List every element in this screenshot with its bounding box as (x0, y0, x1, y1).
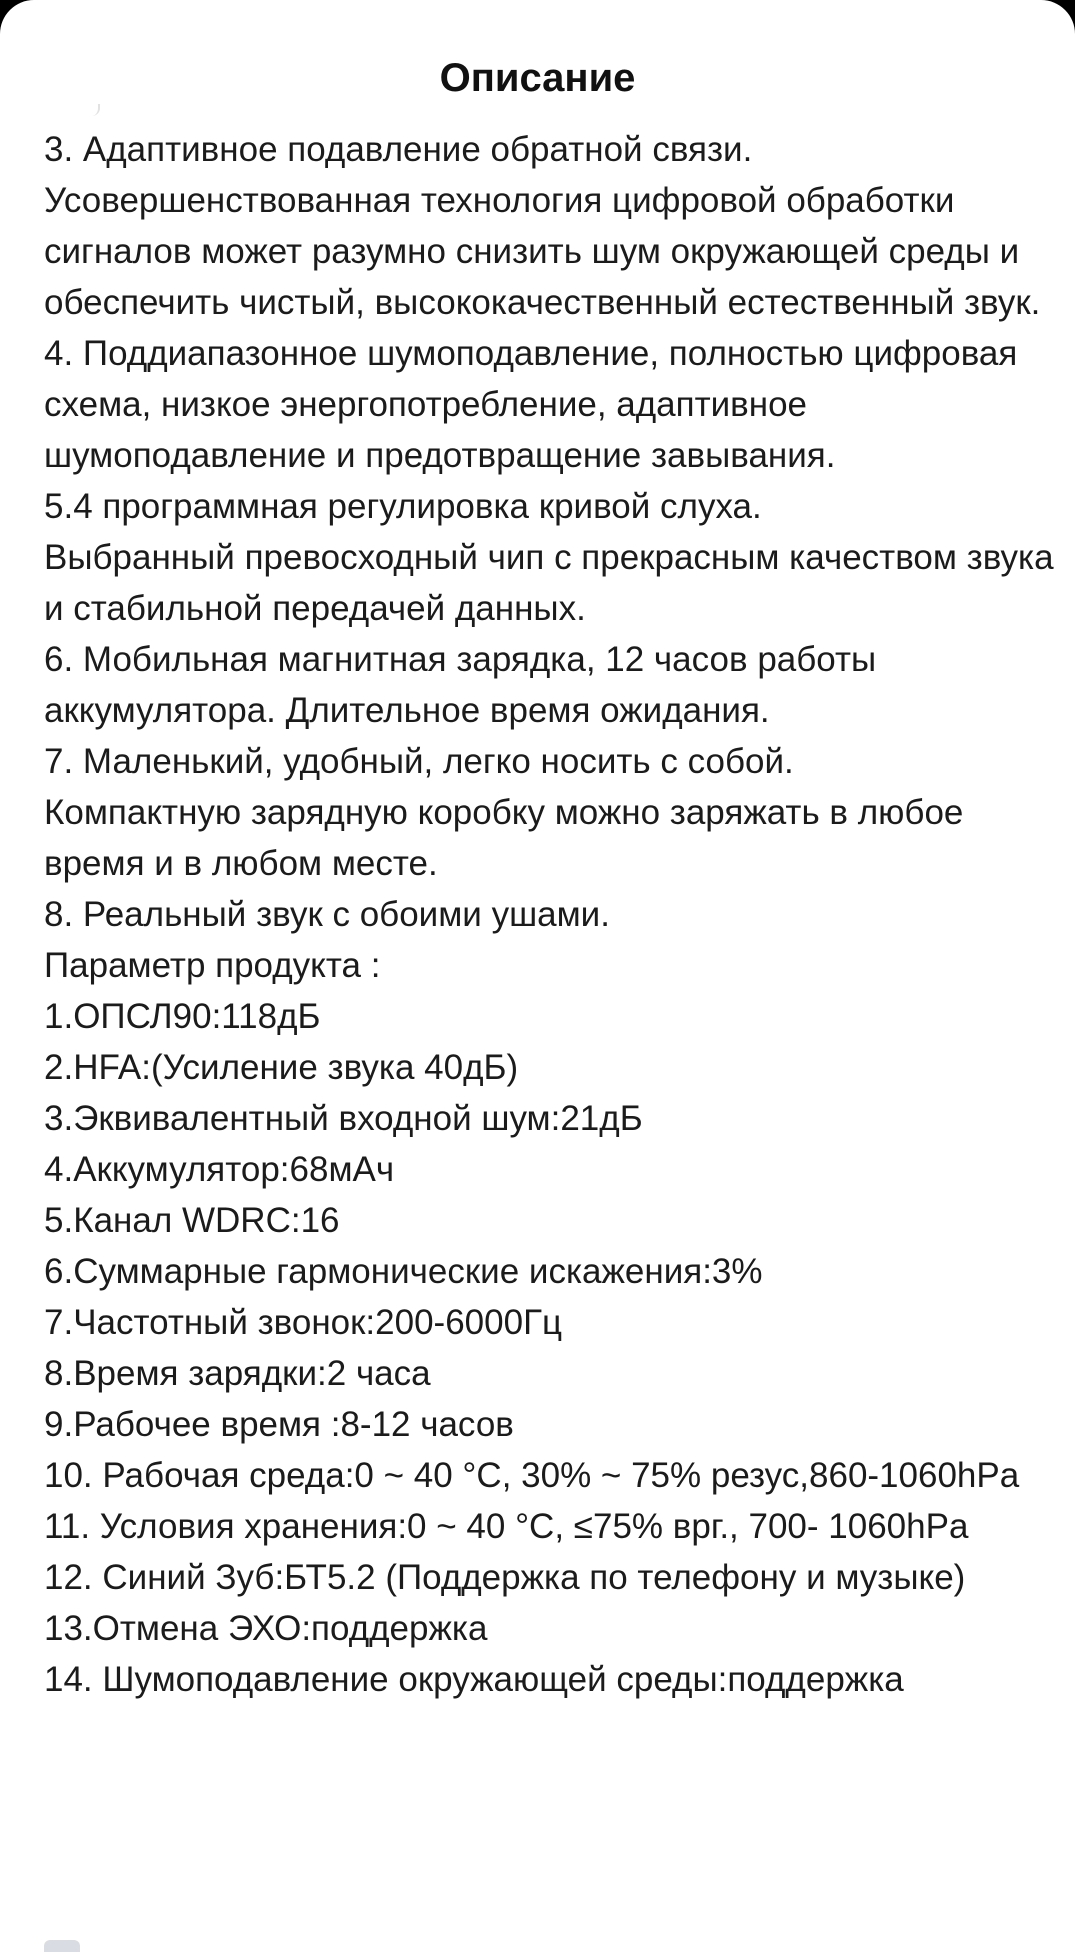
parameter-line: 2.HFA:(Усиление звука 40дБ) (44, 1048, 519, 1087)
parameter-line: 9.Рабочее время :8-12 часов (44, 1405, 514, 1444)
parameter-line: 7.Частотный звонок:200-6000Гц (44, 1303, 563, 1342)
description-line: 6. Мобильная магнитная зарядка, 12 часов работы аккумулятора. Длительное время ожидания. (44, 640, 877, 730)
description-line: 8. Реальный звук с обоими ушами. (44, 895, 610, 934)
description-line: Усовершенствованная технология цифровой обработки сигналов может разумно снизить шум окружающей среды и обеспечить чистый, высококачественный естественный звук. (44, 181, 1041, 322)
parameter-line: 11. Условия хранения:0 ~ 40 °C, ≤75% врг., 700- 1060hPa (44, 1507, 969, 1546)
parameter-line: 4.Аккумулятор:68мАч (44, 1150, 395, 1189)
description-line: 5.4 программная регулировка кривой слуха. (44, 487, 762, 526)
description-text[interactable] (44, 124, 1054, 1705)
scroll-hint-mark (88, 104, 100, 116)
parameter-line: 6.Суммарные гармонические искажения:3% (44, 1252, 763, 1291)
parameters-heading: Параметр продукта : (44, 946, 381, 985)
image-placeholder-icon (44, 1940, 80, 1952)
parameter-line: 14. Шумоподавление окружающей среды:поддержка (44, 1660, 904, 1699)
sheet-title: Описание (439, 56, 636, 100)
description-line: 4. Поддиапазонное шумоподавление, полностью цифровая схема, низкое энергопотребление, адаптивное шумоподавление и предотвращение завывания. (44, 334, 1018, 475)
description-line: Выбранный превосходный чип с прекрасным качеством звука и стабильной передачей данных. (44, 538, 1054, 628)
description-line: Компактную зарядную коробку можно заряжать в любое время и в любом месте. (44, 793, 964, 883)
parameter-line: 1.ОПСЛ90:118дБ (44, 997, 321, 1036)
description-line: 3. Адаптивное подавление обратной связи. (44, 130, 753, 169)
parameter-line: 13.Отмена ЭХО:поддержка (44, 1609, 488, 1648)
parameter-line: 10. Рабочая среда:0 ~ 40 °C, 30% ~ 75% резус,860-1060hPa (44, 1456, 1020, 1495)
parameter-line: 8.Время зарядки:2 часа (44, 1354, 431, 1393)
parameter-line: 12. Синий Зуб:БТ5.2 (Поддержка по телефону и музыке) (44, 1558, 966, 1597)
description-line: 7. Маленький, удобный, легко носить с собой. (44, 742, 794, 781)
parameter-line: 5.Канал WDRC:16 (44, 1201, 340, 1240)
parameter-line: 3.Эквивалентный входной шум:21дБ (44, 1099, 643, 1138)
